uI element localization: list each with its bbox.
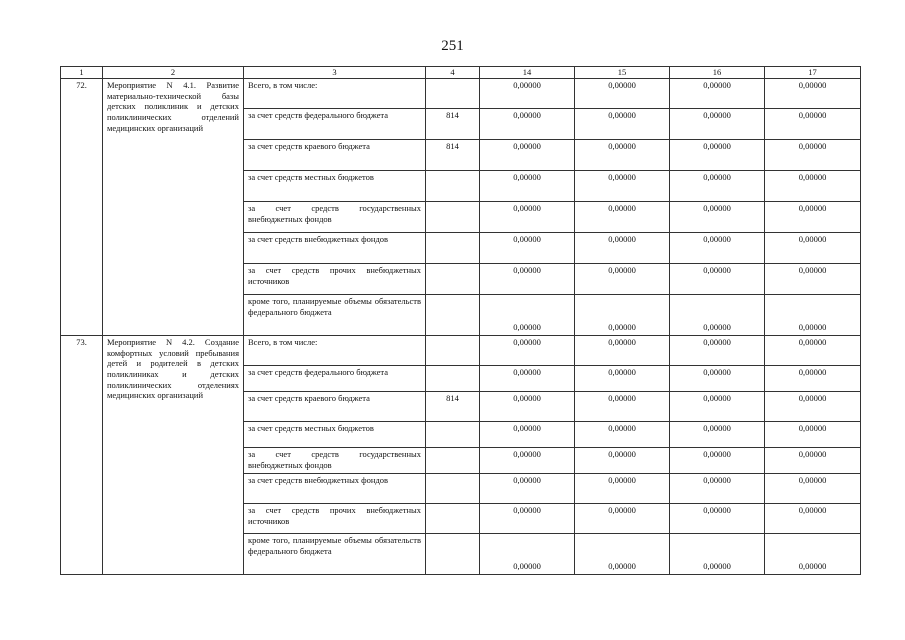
amount-cell: 0,00000: [575, 79, 670, 109]
amount-cell: 0,00000: [765, 140, 861, 171]
column-header: 17: [765, 67, 861, 79]
amount-cell: 0,00000: [765, 109, 861, 140]
amount-cell: 0,00000: [575, 140, 670, 171]
table-row: [61, 336, 861, 366]
amount-cell: 0,00000: [670, 366, 765, 392]
amount-cell: 0,00000: [575, 504, 670, 534]
amount-cell: 0,00000: [670, 422, 765, 448]
funding-source: кроме того, планируемые объемы обязательств федерального бюджета: [244, 295, 426, 336]
budget-code: [426, 171, 480, 202]
funding-source: за счет средств внебюджетных фондов: [244, 233, 426, 264]
funding-source: за счет средств краевого бюджета: [244, 140, 426, 171]
column-header: 1: [61, 67, 103, 79]
amount-cell: 0,00000: [765, 534, 861, 575]
funding-source: за счет средств внебюджетных фондов: [244, 474, 426, 504]
amount-cell: 0,00000: [765, 422, 861, 448]
amount-cell: 0,00000: [670, 171, 765, 202]
column-header: 16: [670, 67, 765, 79]
amount-cell: 0,00000: [575, 109, 670, 140]
amount-cell: 0,00000: [575, 534, 670, 575]
amount-cell: 0,00000: [670, 295, 765, 336]
amount-cell: 0,00000: [670, 109, 765, 140]
amount-cell: 0,00000: [480, 422, 575, 448]
amount-cell: 0,00000: [575, 448, 670, 474]
column-header: 3: [244, 67, 426, 79]
funding-source: Всего, в том числе:: [244, 336, 426, 366]
amount-cell: 0,00000: [575, 171, 670, 202]
amount-cell: 0,00000: [575, 366, 670, 392]
amount-cell: 0,00000: [575, 264, 670, 295]
amount-cell: 0,00000: [480, 79, 575, 109]
budget-code: [426, 79, 480, 109]
amount-cell: 0,00000: [480, 171, 575, 202]
budget-code: [426, 474, 480, 504]
budget-code: [426, 233, 480, 264]
amount-cell: 0,00000: [765, 295, 861, 336]
amount-cell: 0,00000: [765, 392, 861, 422]
amount-cell: 0,00000: [670, 79, 765, 109]
amount-cell: 0,00000: [480, 295, 575, 336]
amount-cell: 0,00000: [480, 366, 575, 392]
amount-cell: 0,00000: [480, 534, 575, 575]
column-header: 2: [103, 67, 244, 79]
budget-code: 814: [426, 109, 480, 140]
funding-source: за счет средств прочих внебюджетных источников: [244, 264, 426, 295]
amount-cell: 0,00000: [670, 140, 765, 171]
funding-source: Всего, в том числе:: [244, 79, 426, 109]
budget-code: [426, 422, 480, 448]
amount-cell: 0,00000: [670, 336, 765, 366]
amount-cell: 0,00000: [575, 474, 670, 504]
amount-cell: 0,00000: [575, 295, 670, 336]
amount-cell: 0,00000: [765, 504, 861, 534]
budget-code: [426, 295, 480, 336]
budget-code: 814: [426, 140, 480, 171]
amount-cell: 0,00000: [765, 264, 861, 295]
amount-cell: 0,00000: [480, 202, 575, 233]
amount-cell: 0,00000: [480, 474, 575, 504]
amount-cell: 0,00000: [480, 140, 575, 171]
budget-code: [426, 202, 480, 233]
measure-name: Мероприятие N 4.2. Создание комфортных условий пребывания детей и родителей в детских поликлиниках и детских поликлинических отделениях медицинских организаций: [103, 336, 244, 575]
funding-source: за счет средств прочих внебюджетных источников: [244, 504, 426, 534]
amount-cell: 0,00000: [575, 233, 670, 264]
amount-cell: 0,00000: [670, 504, 765, 534]
amount-cell: 0,00000: [480, 392, 575, 422]
amount-cell: 0,00000: [765, 202, 861, 233]
amount-cell: 0,00000: [480, 504, 575, 534]
budget-code: [426, 366, 480, 392]
amount-cell: 0,00000: [765, 336, 861, 366]
amount-cell: 0,00000: [575, 422, 670, 448]
amount-cell: 0,00000: [670, 202, 765, 233]
row-number: 72.: [61, 79, 103, 336]
amount-cell: 0,00000: [765, 233, 861, 264]
budget-code: [426, 264, 480, 295]
amount-cell: 0,00000: [765, 171, 861, 202]
funding-source: за счет средств государственных внебюджетных фондов: [244, 448, 426, 474]
measure-name: Мероприятие N 4.1. Развитие материально-технической базы детских поликлиник и детских поликлинических отделений медицинских организаций: [103, 79, 244, 336]
amount-cell: 0,00000: [670, 448, 765, 474]
column-header: 15: [575, 67, 670, 79]
amount-cell: 0,00000: [670, 392, 765, 422]
funding-source: за счет средств местных бюджетов: [244, 171, 426, 202]
column-header: 14: [480, 67, 575, 79]
amount-cell: 0,00000: [765, 366, 861, 392]
funding-source: за счет средств федерального бюджета: [244, 366, 426, 392]
budget-code: [426, 448, 480, 474]
amount-cell: 0,00000: [480, 448, 575, 474]
amount-cell: 0,00000: [670, 264, 765, 295]
amount-cell: 0,00000: [670, 233, 765, 264]
amount-cell: 0,00000: [670, 534, 765, 575]
column-header-row: [61, 67, 861, 79]
budget-code: 814: [426, 392, 480, 422]
page-number: 251: [441, 38, 464, 54]
funding-source: за счет средств краевого бюджета: [244, 392, 426, 422]
amount-cell: 0,00000: [575, 392, 670, 422]
budget-code: [426, 504, 480, 534]
amount-cell: 0,00000: [765, 448, 861, 474]
budget-code: [426, 534, 480, 575]
amount-cell: 0,00000: [575, 202, 670, 233]
funding-source: за счет средств государственных внебюджетных фондов: [244, 202, 426, 233]
amount-cell: 0,00000: [765, 474, 861, 504]
amount-cell: 0,00000: [765, 79, 861, 109]
budget-table: [60, 66, 861, 575]
table-row: [61, 79, 861, 109]
funding-source: кроме того, планируемые объемы обязательств федерального бюджета: [244, 534, 426, 575]
row-number: 73.: [61, 336, 103, 575]
funding-source: за счет средств федерального бюджета: [244, 109, 426, 140]
budget-code: [426, 336, 480, 366]
amount-cell: 0,00000: [670, 474, 765, 504]
table-body: [61, 79, 861, 575]
amount-cell: 0,00000: [480, 264, 575, 295]
column-header: 4: [426, 67, 480, 79]
funding-source: за счет средств местных бюджетов: [244, 422, 426, 448]
amount-cell: 0,00000: [480, 336, 575, 366]
amount-cell: 0,00000: [480, 233, 575, 264]
amount-cell: 0,00000: [480, 109, 575, 140]
amount-cell: 0,00000: [575, 336, 670, 366]
